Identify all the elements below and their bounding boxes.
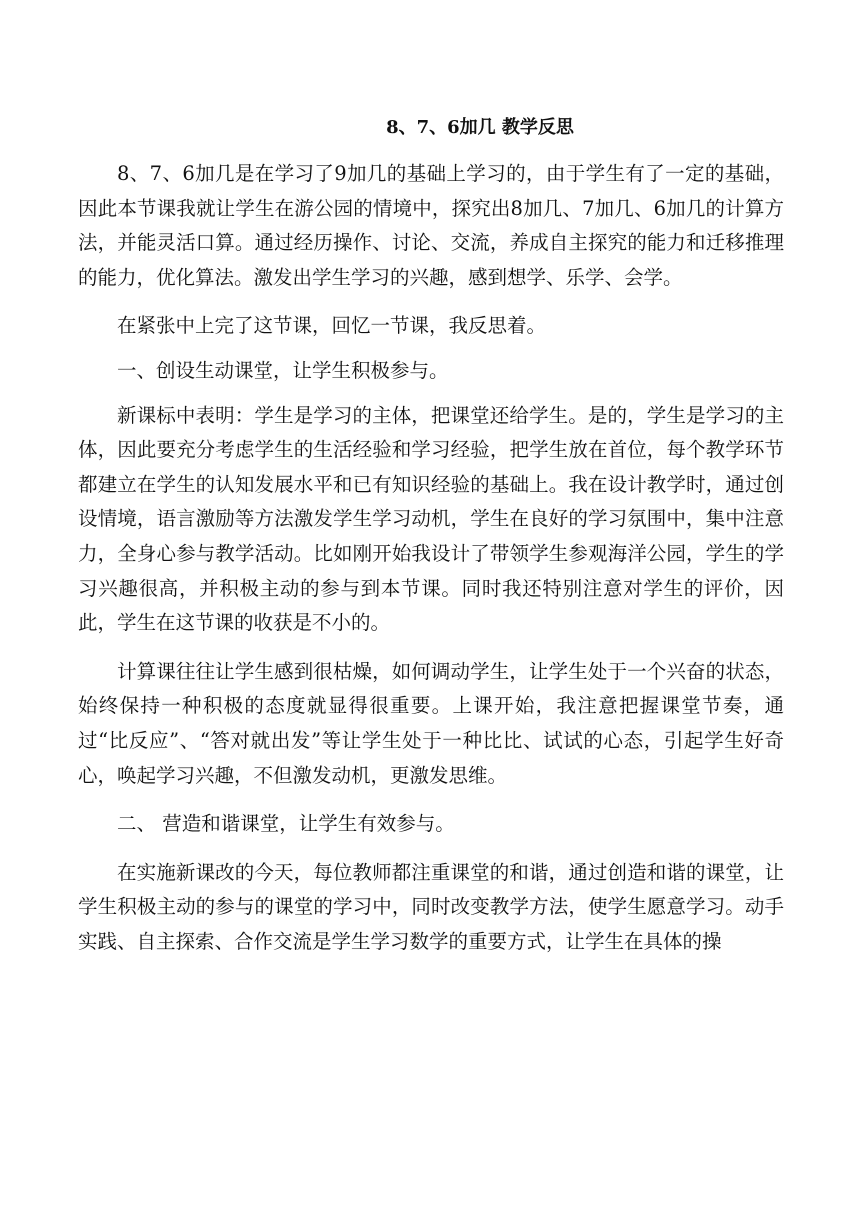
section-heading-2: 二、 营造和谐课堂，让学生有效参与。 xyxy=(117,812,455,836)
paragraph-section-2-a: 在实施新课改的今天，每位教师都注重课堂的和谐，通过创造和谐的课堂，让学生积极主动的参与的课堂的学习中，同时改变教学方法，使学生愿意学习。动手实践、自主探索、合作交流是学生学习数学的重要方式，让学生在具体的操 xyxy=(78,860,784,953)
document-title: 8、7、6加几 教学反思 xyxy=(386,117,574,138)
paragraph-reflection-start: 在紧张中上完了这节课，回忆一节课，我反思着。 xyxy=(117,314,547,338)
paragraph-section-1-b: 计算课往往让学生感到很枯燥，如何调动学生，让学生处于一个兴奋的状态，始终保持一种积极的态度就显得很重要。上课开始，我注意把握课堂节奏，通过“比反应”、“答对就出发”等让学生处于一种比比、试试的心态，引起学生好奇心，唤起学习兴趣，不但激发动机，更激发思维。 xyxy=(78,659,784,787)
section-heading-1: 一、创设生动课堂，让学生积极参与。 xyxy=(117,358,449,382)
paragraph-section-1-a: 新课标中表明：学生是学习的主体，把课堂还给学生。是的，学生是学习的主体，因此要充分考虑学生的生活经验和学习经验，把学生放在首位，每个教学环节都建立在学生的认知发展水平和已有知识经验的基础上。我在设计教学时，通过创设情境，语言激励等方法激发学生学习动机，学生在良好的学习氛围中，集中注意力，全身心参与教学活动。比如刚开始我设计了带领学生参观海洋公园，学生的学习兴趣很高，并积极主动的参与到本节课。同时我还特别注意对学生的评价，因此，学生在这节课的收获是不小的。 xyxy=(78,403,784,635)
document-body xyxy=(78,157,784,973)
paragraph-intro: 8、7、6加几是在学习了9加几的基础上学习的，由于学生有了一定的基础，因此本节课我就让学生在游公园的情境中，探究出8加几、7加几、6加几的计算方法，并能灵活口算。通过经历操作、讨论、交流，养成自主探究的能力和迁移推理的能力，优化算法。激发出学生学习的兴趣，感到想学、乐学、会学。 xyxy=(78,162,784,289)
